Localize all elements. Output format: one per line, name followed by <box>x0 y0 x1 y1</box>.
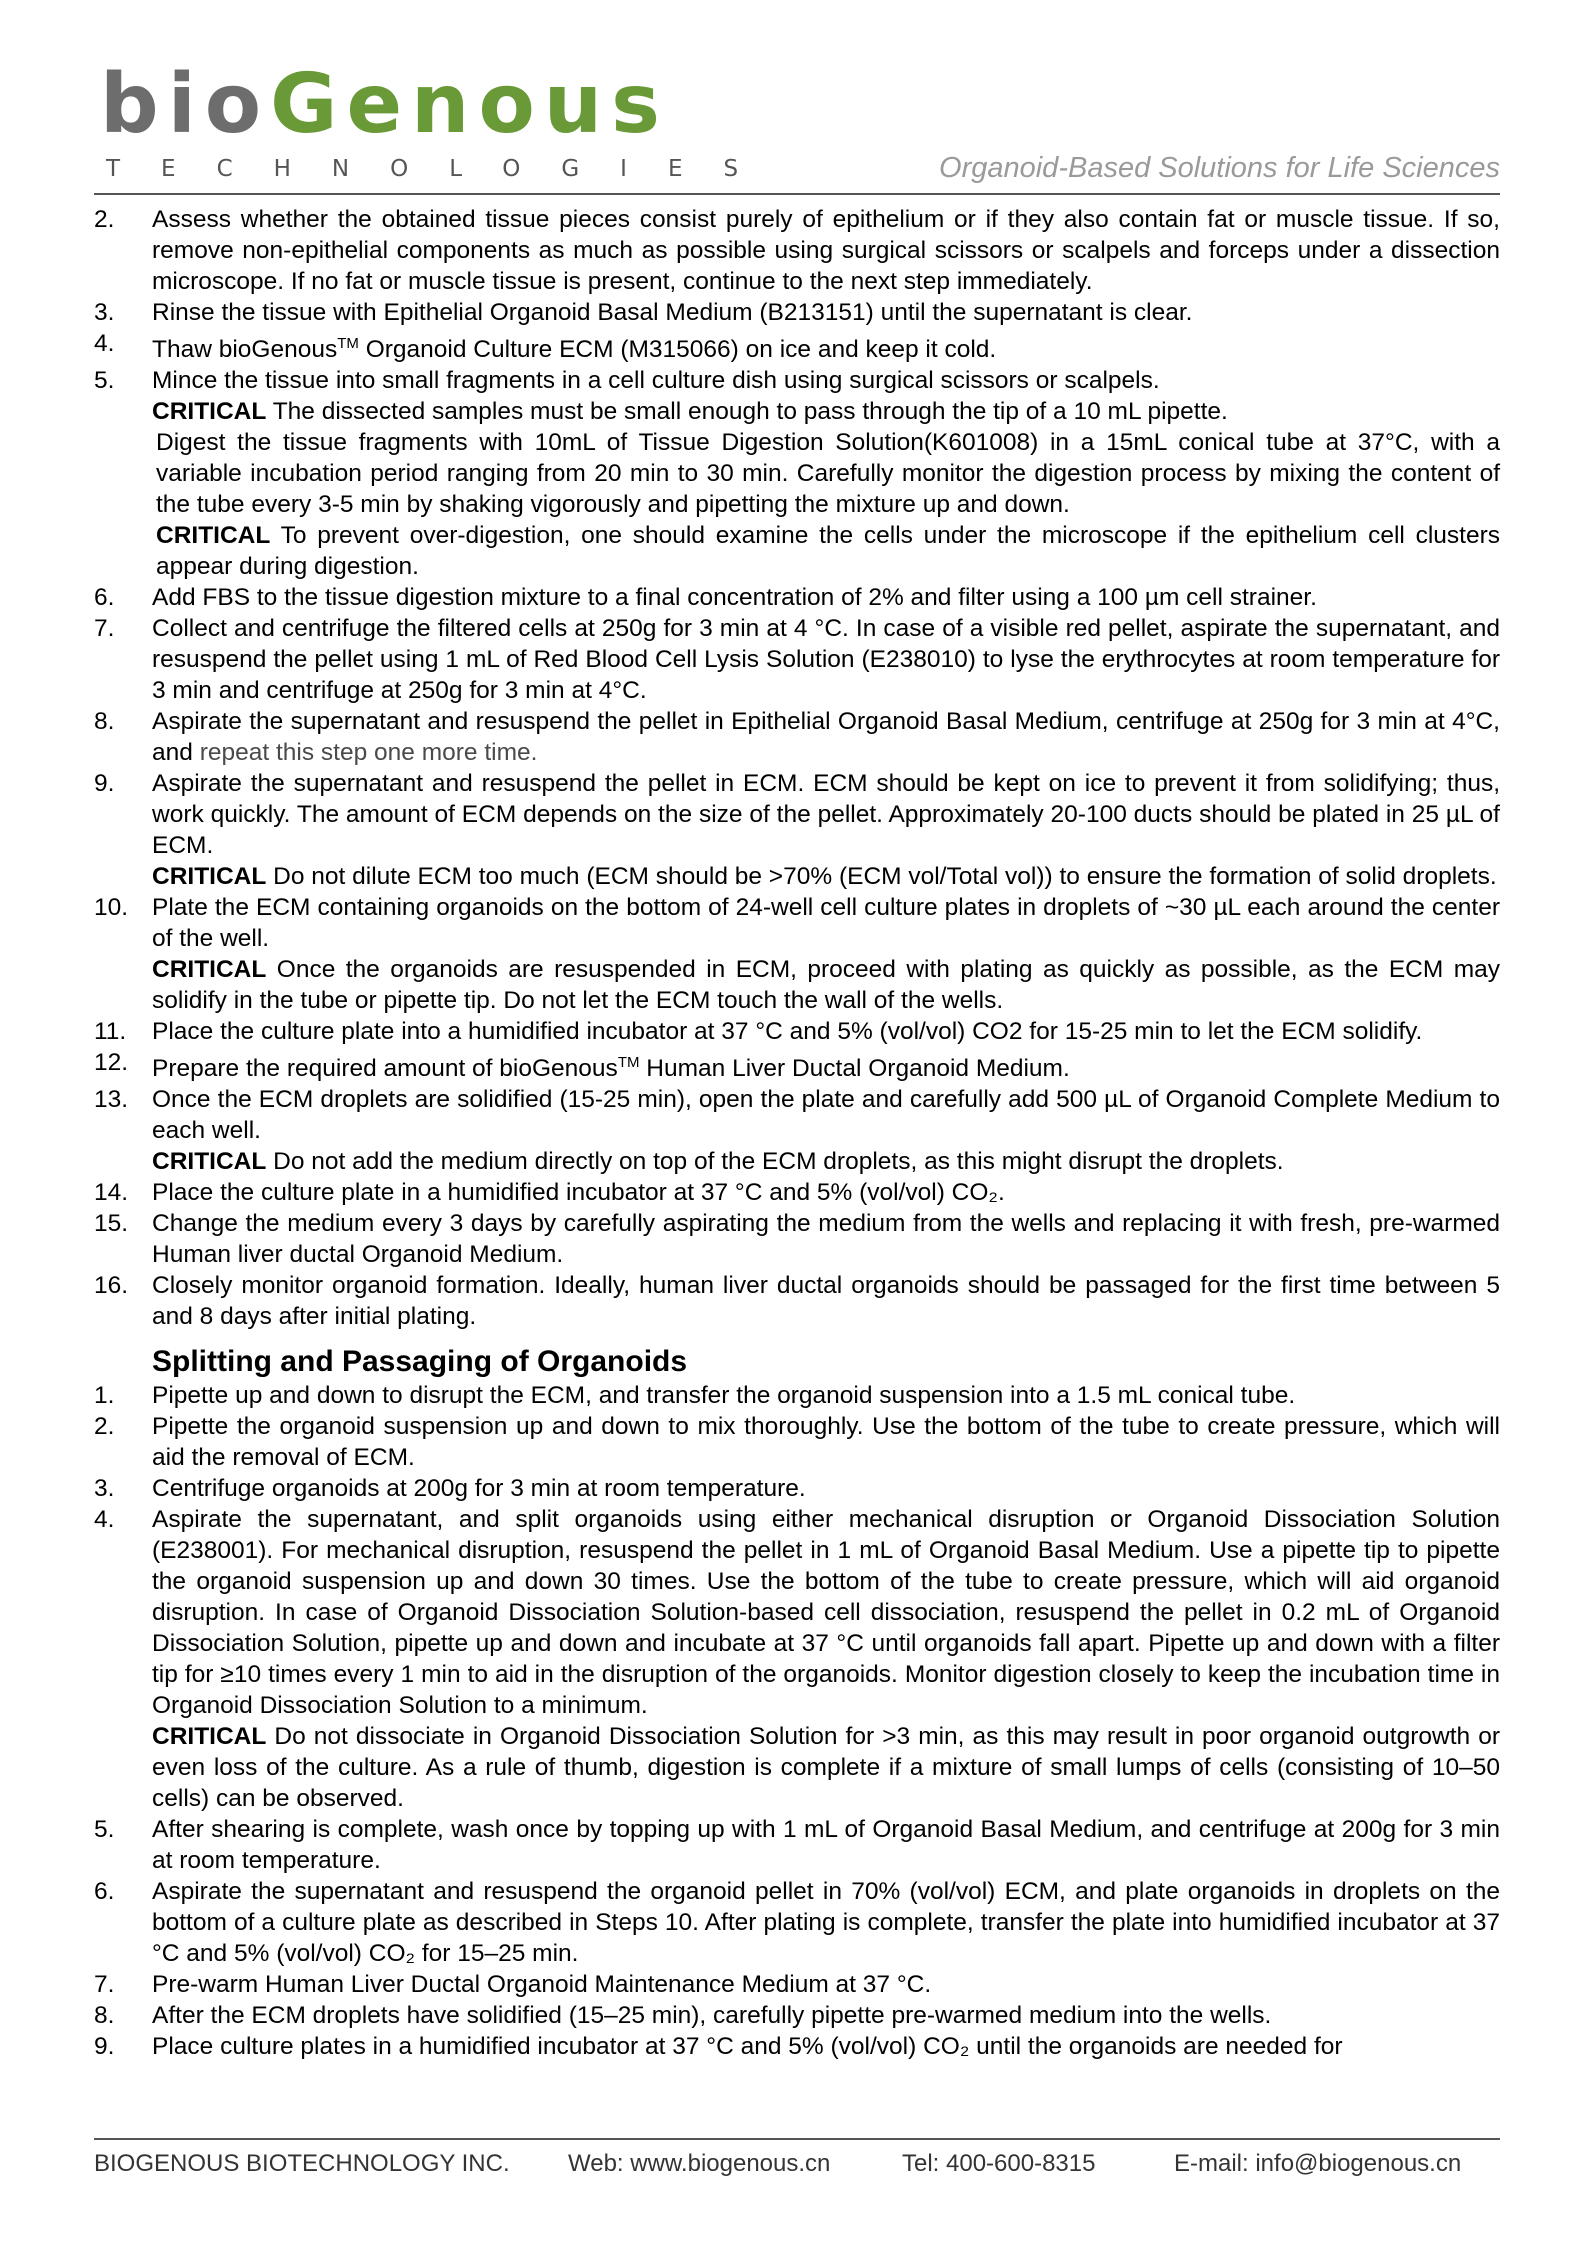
critical-text: Do not dissociate in Organoid Dissociation Solution for >3 min, as this may result in poor organoid outgrowth or even loss of the culture. As a rule of thumb, digestion is complete if a mixture of small lumps of cells (consisting of 10–50 cells) can be observed. <box>152 1723 1500 1813</box>
step-text: Closely monitor organoid formation. Ideally, human liver ductal organoids should be passaged for the first time between 5 and 8 days after initial plating. <box>152 1272 1500 1331</box>
step-text-grey: repeat this step one more time. <box>199 739 538 767</box>
list-item <box>94 297 1500 328</box>
step-text: After shearing is complete, wash once by topping up with 1 mL of Organoid Basal Medium, and centrifuge at 200g for 3 min at room temperature. <box>152 1816 1500 1875</box>
footer-divider <box>94 2138 1500 2140</box>
tagline: Organoid-Based Solutions for Life Sciences <box>939 152 1500 184</box>
step-number: 3. <box>94 299 115 326</box>
step-text: Place the culture plate in a humidified incubator at 37 °C and 5% (vol/vol) CO₂. <box>152 1179 1005 1207</box>
list-item <box>94 1504 1500 1721</box>
list-item <box>94 1208 1500 1270</box>
step-text: Add FBS to the tissue digestion mixture to a final concentration of 2% and filter using a 100 µm cell strainer. <box>152 584 1317 612</box>
step-number: 14. <box>94 1179 129 1207</box>
step-text: Change the medium every 3 days by carefully aspirating the medium from the wells and replacing it with fresh, pre-warmed Human liver ductal Organoid Medium. <box>152 1210 1500 1269</box>
step-number: 9. <box>94 770 115 798</box>
critical-text: The dissected samples must be small enough to pass through the tip of a 10 mL pipette. <box>266 398 1228 426</box>
step-number: 7. <box>94 615 115 643</box>
step-number: 1. <box>94 1382 115 1410</box>
step-text <box>152 328 1500 365</box>
critical-note <box>94 1146 1500 1177</box>
step-number: 2. <box>94 206 115 233</box>
list-item <box>94 1969 1500 2000</box>
step-text-part: Aspirate the supernatant and resuspend the pellet in Epithelial Organoid Basal Medium, centrifuge at 250g for 3 min at 4°C, and <box>152 708 1500 767</box>
step-number: 7. <box>94 1971 115 1999</box>
step-text: Aspirate the supernatant, and split organoids using either mechanical disruption or Organoid Dissociation Solution (E238001). For mechanical disruption, resuspend the pellet in 1 mL of Organoid Basal Medium. Use a pipette tip to pipette the organoid suspension up and down 30 times. Use the bottom of the tube to create pressure, which will aid organoid disruption. In case of Organoid Dissociation Solution-based cell dissociation, resuspend the pellet in 0.2 mL of Organoid Dissociation Solution, pipette up and down and incubate at 37 °C until organoids fall apart. Pipette up and down with a filter tip for ≥10 times every 1 min to aid in the disruption of the organoids. Monitor digestion closely to keep the incubation time in Organoid Dissociation Solution to a minimum. <box>152 1506 1500 1720</box>
step-text: Aspirate the supernatant and resuspend the organoid pellet in 70% (vol/vol) ECM, and plate organoids in droplets on the bottom of a culture plate as described in Steps 10. After plating is complete, transfer the plate into humidified incubator at 37 °C and 5% (vol/vol) CO₂ for 15–25 min. <box>152 1878 1500 1968</box>
list-item <box>94 1411 1500 1473</box>
step-text: Centrifuge organoids at 200g for 3 min at room temperature. <box>152 1475 806 1503</box>
critical-note <box>94 520 1500 582</box>
trademark-sup: TM <box>337 335 359 352</box>
step-number: 6. <box>94 584 115 612</box>
list-item <box>94 1016 1500 1047</box>
list-item <box>94 365 1500 396</box>
list-item <box>94 1876 1500 1969</box>
list-item <box>94 1814 1500 1876</box>
step-number: 4. <box>94 1506 115 1534</box>
company-logo <box>100 57 669 152</box>
step-number: 2. <box>94 1413 115 1441</box>
critical-note <box>94 954 1500 1016</box>
footer-company: BIOGENOUS BIOTECHNOLOGY INC. <box>94 2150 510 2177</box>
list-item <box>94 1084 1500 1146</box>
step-text: Aspirate the supernatant and resuspend the pellet in ECM. ECM should be kept on ice to prevent it from solidifying; thus, work quickly. The amount of ECM depends on the size of the pellet. Approximately 20-100 ducts should be plated in 25 µL of ECM. <box>152 770 1500 860</box>
step-text <box>152 706 1500 768</box>
step-paragraph: Digest the tissue fragments with 10mL of Tissue Digestion Solution(K601008) in a 15mL conical tube at 37°C, with a variable incubation period ranging from 20 min to 30 min. Carefully monitor the digestion process by mixing the content of the tube every 3-5 min by shaking vigorously and pipetting the mixture up and down. <box>156 429 1500 519</box>
critical-label: CRITICAL <box>152 863 267 891</box>
step-text: Pre-warm Human Liver Ductal Organoid Maintenance Medium at 37 °C. <box>152 1971 932 1999</box>
step-number: 15. <box>94 1210 129 1238</box>
step-number: 4. <box>94 330 115 357</box>
trademark-sup: TM <box>617 1054 640 1072</box>
step-text <box>152 1047 1500 1084</box>
critical-label: CRITICAL <box>156 522 271 550</box>
page-header <box>0 0 1587 190</box>
step-number: 8. <box>94 708 115 736</box>
footer-email: E-mail: info@biogenous.cn <box>1174 2150 1462 2177</box>
list-item <box>94 328 1500 365</box>
list-item <box>94 2000 1500 2031</box>
logo-bio: bio <box>100 57 271 152</box>
critical-text: To prevent over-digestion, one should examine the cells under the microscope if the epithelium cell clusters appear during digestion. <box>156 522 1500 581</box>
step-text: Collect and centrifuge the filtered cells at 250g for 3 min at 4 °C. In case of a visible red pellet, aspirate the supernatant, and resuspend the pellet using 1 mL of Red Blood Cell Lysis Solution (E238010) to lyse the erythrocytes at room temperature for 3 min and centrifuge at 250g for 3 min at 4°C. <box>152 615 1500 705</box>
protocol-content <box>94 204 1500 2062</box>
step-text-part: Prepare the required amount of bioGenous <box>152 1055 618 1083</box>
critical-label: CRITICAL <box>152 1723 267 1751</box>
step-number: 10. <box>94 894 129 922</box>
step-text: Rinse the tissue with Epithelial Organoid Basal Medium (B213151) until the supernatant is clear. <box>152 299 1193 326</box>
step-text-part: Thaw bioGenous <box>152 336 338 364</box>
list-item <box>94 1047 1500 1084</box>
list-item <box>94 892 1500 954</box>
list-item <box>94 204 1500 297</box>
list-item <box>94 706 1500 768</box>
step-text: Mince the tissue into small fragments in a cell culture dish using surgical scissors or scalpels. <box>152 367 1160 395</box>
step-number: 6. <box>94 1878 115 1906</box>
step-text: Place culture plates in a humidified incubator at 37 °C and 5% (vol/vol) CO₂ until the organoids are needed for <box>152 2033 1343 2061</box>
step-number: 5. <box>94 367 115 395</box>
header-divider <box>94 193 1500 195</box>
critical-label: CRITICAL <box>152 1148 267 1176</box>
step-number: 12. <box>94 1049 129 1077</box>
step-number: 5. <box>94 1816 115 1844</box>
list-item <box>94 1177 1500 1208</box>
step-number: 11. <box>94 1018 127 1046</box>
step-text: Assess whether the obtained tissue pieces consist purely of epithelium or if they also contain fat or muscle tissue. If so, remove non-epithelial components as much as possible using surgical scissors or scalpels and forceps under a dissection microscope. If no fat or muscle tissue is present, continue to the next step immediately. <box>152 206 1500 295</box>
list-item <box>94 1473 1500 1504</box>
step-number: 8. <box>94 2002 115 2030</box>
step-number: 3. <box>94 1475 115 1503</box>
list-item <box>94 613 1500 706</box>
critical-note <box>94 396 1500 427</box>
step-text: Pipette the organoid suspension up and down to mix thoroughly. Use the bottom of the tube to create pressure, which will aid the removal of ECM. <box>152 1413 1500 1472</box>
critical-note <box>94 861 1500 892</box>
critical-text: Do not add the medium directly on top of the ECM droplets, as this might disrupt the droplets. <box>266 1148 1284 1176</box>
step-text: Place the culture plate into a humidified incubator at 37 °C and 5% (vol/vol) CO2 for 15-25 min to let the ECM solidify. <box>152 1018 1423 1046</box>
list-item <box>94 582 1500 613</box>
step-text: Once the ECM droplets are solidified (15-25 min), open the plate and carefully add 500 µL of Organoid Complete Medium to each well. <box>152 1086 1500 1145</box>
list-item <box>94 2031 1500 2062</box>
critical-label: CRITICAL <box>152 398 267 426</box>
list-item <box>94 768 1500 861</box>
step-number: 16. <box>94 1272 129 1300</box>
footer-tel: Tel: 400-600-8315 <box>902 2150 1096 2177</box>
step-text-part: Human Liver Ductal Organoid Medium. <box>639 1055 1070 1083</box>
critical-note <box>94 1721 1500 1814</box>
list-item <box>94 1270 1500 1332</box>
footer-web: Web: www.biogenous.cn <box>568 2150 831 2177</box>
logo-subtitle: TECHNOLOGIES <box>106 156 780 182</box>
step-text-part: Organoid Culture ECM (M315066) on ice and keep it cold. <box>358 336 997 364</box>
critical-label: CRITICAL <box>152 956 267 984</box>
step-text: After the ECM droplets have solidified (15–25 min), carefully pipette pre-warmed medium into the wells. <box>152 2002 1272 2030</box>
step-text: Pipette up and down to disrupt the ECM, and transfer the organoid suspension into a 1.5 mL conical tube. <box>152 1382 1296 1410</box>
list-item <box>94 1380 1500 1411</box>
logo-genous: Genous <box>270 57 669 152</box>
step-number: 13. <box>94 1086 129 1114</box>
critical-text: Once the organoids are resuspended in ECM, proceed with plating as quickly as possible, as the ECM may solidify in the tube or pipette tip. Do not let the ECM touch the wall of the wells. <box>152 956 1500 1015</box>
step-number: 9. <box>94 2033 115 2061</box>
step-text: Plate the ECM containing organoids on the bottom of 24-well cell culture plates in droplets of ~30 µL each around the center of the well. <box>152 894 1500 953</box>
section-title: Splitting and Passaging of Organoids <box>152 1345 688 1379</box>
critical-text: Do not dilute ECM too much (ECM should be >70% (ECM vol/Total vol)) to ensure the formation of solid droplets. <box>266 863 1497 891</box>
